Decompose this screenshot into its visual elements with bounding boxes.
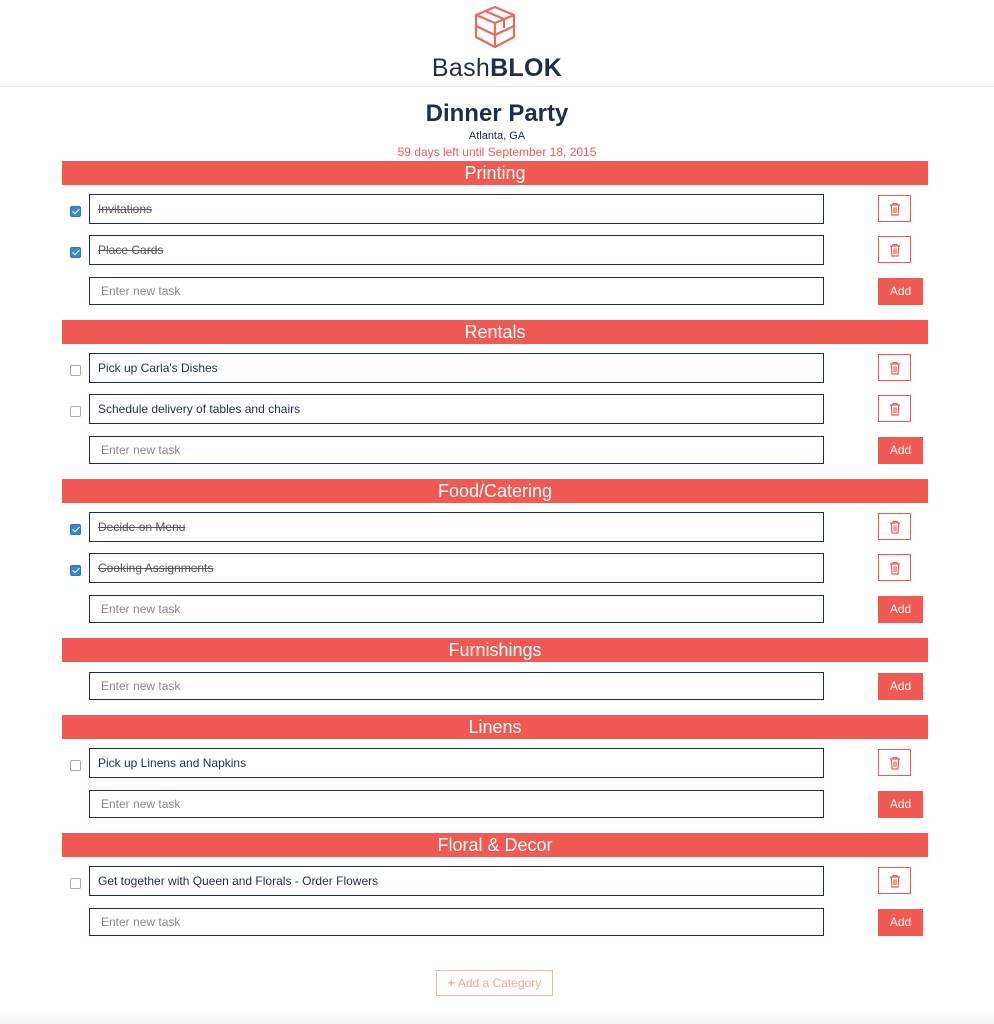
task-row bbox=[0, 235, 994, 265]
category-header: Rentals bbox=[62, 320, 928, 344]
add-category-button[interactable] bbox=[436, 970, 553, 996]
new-task-input[interactable] bbox=[89, 277, 824, 305]
add-task-button[interactable]: Add bbox=[878, 278, 923, 305]
task-checkbox[interactable] bbox=[70, 565, 81, 576]
add-task-button[interactable]: Add bbox=[878, 791, 923, 818]
new-task-row bbox=[0, 277, 994, 307]
task-row bbox=[0, 353, 994, 383]
task-row bbox=[0, 394, 994, 424]
category-header: Floral & Decor bbox=[62, 833, 928, 857]
task-text[interactable]: Pick up Carla's Dishes bbox=[89, 353, 824, 383]
task-text[interactable]: Invitations bbox=[89, 194, 824, 224]
site-header bbox=[0, 0, 994, 87]
new-task-row bbox=[0, 790, 994, 820]
delete-task-button[interactable] bbox=[878, 554, 911, 581]
category-header: Printing bbox=[62, 161, 928, 185]
task-checkbox[interactable] bbox=[70, 878, 81, 889]
bashblok-logo-icon[interactable] bbox=[469, 4, 521, 52]
brand-name-light: Bash bbox=[431, 54, 491, 82]
task-checkbox[interactable] bbox=[70, 247, 81, 258]
new-task-row bbox=[0, 672, 994, 702]
task-checkbox[interactable] bbox=[70, 406, 81, 417]
task-text[interactable]: Get together with Queen and Florals - Order Flowers bbox=[89, 866, 824, 896]
trash-icon bbox=[889, 202, 901, 216]
task-row bbox=[0, 748, 994, 778]
trash-icon bbox=[889, 874, 901, 888]
new-task-row bbox=[0, 908, 994, 938]
delete-task-button[interactable] bbox=[878, 867, 911, 894]
event-title: Dinner Party bbox=[425, 100, 569, 127]
category-header: Linens bbox=[62, 715, 928, 739]
task-row bbox=[0, 512, 994, 542]
add-category-label: Add a Category bbox=[457, 976, 542, 990]
task-checkbox[interactable] bbox=[70, 524, 81, 535]
task-checkbox[interactable] bbox=[70, 365, 81, 376]
task-row bbox=[0, 553, 994, 583]
new-task-input[interactable] bbox=[89, 672, 824, 700]
task-text[interactable]: Decide on Menu bbox=[89, 512, 824, 542]
task-text[interactable]: Place Cards bbox=[89, 235, 824, 265]
add-task-button[interactable]: Add bbox=[878, 437, 923, 464]
category-header: Food/Catering bbox=[62, 479, 928, 503]
delete-task-button[interactable] bbox=[878, 749, 911, 776]
plus-icon: + bbox=[447, 976, 455, 990]
new-task-input[interactable] bbox=[89, 595, 824, 623]
delete-task-button[interactable] bbox=[878, 195, 911, 222]
brand-name-bold: BLOK bbox=[490, 54, 563, 82]
delete-task-button[interactable] bbox=[878, 395, 911, 422]
task-text[interactable]: Schedule delivery of tables and chairs bbox=[89, 394, 824, 424]
event-countdown: 59 days left until September 18, 2015 bbox=[397, 145, 597, 159]
category-header: Furnishings bbox=[62, 638, 928, 662]
new-task-row bbox=[0, 436, 994, 466]
trash-icon bbox=[889, 561, 901, 575]
new-task-row bbox=[0, 595, 994, 625]
trash-icon bbox=[889, 520, 901, 534]
add-task-button[interactable]: Add bbox=[878, 909, 923, 936]
new-task-input[interactable] bbox=[89, 436, 824, 464]
page-footer bbox=[0, 1008, 994, 1024]
new-task-input[interactable] bbox=[89, 790, 824, 818]
event-location: Atlanta, GA bbox=[468, 130, 526, 142]
task-text[interactable]: Pick up Linens and Napkins bbox=[89, 748, 824, 778]
add-task-button[interactable]: Add bbox=[878, 596, 923, 623]
task-checkbox[interactable] bbox=[70, 206, 81, 217]
delete-task-button[interactable] bbox=[878, 236, 911, 263]
new-task-input[interactable] bbox=[89, 908, 824, 936]
trash-icon bbox=[889, 756, 901, 770]
trash-icon bbox=[889, 361, 901, 375]
task-row bbox=[0, 866, 994, 896]
add-task-button[interactable]: Add bbox=[878, 673, 923, 700]
task-row bbox=[0, 194, 994, 224]
task-text[interactable]: Cooking Assignments bbox=[89, 553, 824, 583]
delete-task-button[interactable] bbox=[878, 354, 911, 381]
delete-task-button[interactable] bbox=[878, 513, 911, 540]
trash-icon bbox=[889, 243, 901, 257]
brand-wordmark[interactable] bbox=[0, 53, 994, 83]
trash-icon bbox=[889, 402, 901, 416]
task-checkbox[interactable] bbox=[70, 760, 81, 771]
